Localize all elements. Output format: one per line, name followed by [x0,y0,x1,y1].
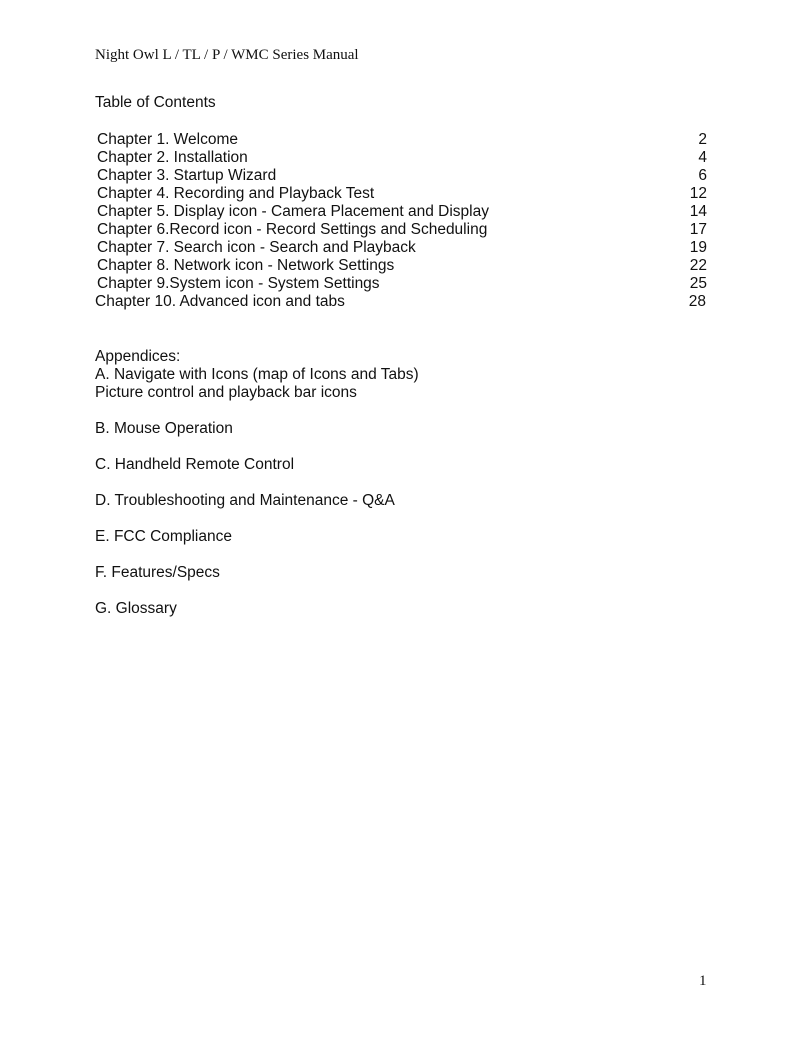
appendix-item: A. Navigate with Icons (map of Icons and Tabs) [95,366,419,383]
chapter-title: Chapter 8. Network icon - Network Settings [97,257,395,274]
chapter-row [95,221,707,239]
chapter-list [95,131,707,311]
chapter-row [95,239,707,257]
chapter-page-number: 25 [689,275,707,292]
chapter-title: Chapter 5. Display icon - Camera Placement and Display [97,203,489,220]
chapter-title: Chapter 6.Record icon - Record Settings and Scheduling [97,221,488,238]
chapter-title: Chapter 1. Welcome [97,131,238,148]
chapter-row [95,167,707,185]
chapter-page-number: 19 [689,239,707,256]
chapter-page-number: 17 [689,221,707,238]
chapter-row [95,203,707,221]
appendix-item: B. Mouse Operation [95,420,233,437]
toc-heading: Table of Contents [95,94,216,111]
chapter-title: Chapter 3. Startup Wizard [97,167,277,184]
chapter-page-number: 4 [698,149,707,166]
chapter-title: Chapter 7. Search icon - Search and Playback [97,239,416,256]
appendix-item: Picture control and playback bar icons [95,384,357,401]
chapter-row [95,185,707,203]
chapter-page-number: 12 [689,185,707,202]
page-number: 1 [699,973,707,989]
chapter-title: Chapter 2. Installation [97,149,248,166]
appendix-item: G. Glossary [95,600,177,617]
document-header: Night Owl L / TL / P / WMC Series Manual [95,47,359,63]
chapter-title: Chapter 9.System icon - System Settings [97,275,380,292]
appendices-section [95,348,419,618]
appendix-item: D. Troubleshooting and Maintenance - Q&A [95,492,395,509]
chapter-page-number: 28 [688,293,706,310]
chapter-page-number: 14 [689,203,707,220]
appendix-item: C. Handheld Remote Control [95,456,295,473]
chapter-page-number: 22 [689,257,707,274]
chapter-page-number: 6 [698,167,707,184]
chapter-title: Chapter 4. Recording and Playback Test [97,185,375,202]
chapter-row [95,293,707,311]
appendix-item: E. FCC Compliance [95,528,232,545]
chapter-row [95,275,707,293]
chapter-page-number: 2 [698,131,707,148]
chapter-title: Chapter 10. Advanced icon and tabs [95,293,345,310]
appendices-heading: Appendices: [95,348,181,365]
appendix-item: F. Features/Specs [95,564,220,581]
chapter-row [95,131,707,149]
chapter-row [95,149,707,167]
chapter-row [95,257,707,275]
